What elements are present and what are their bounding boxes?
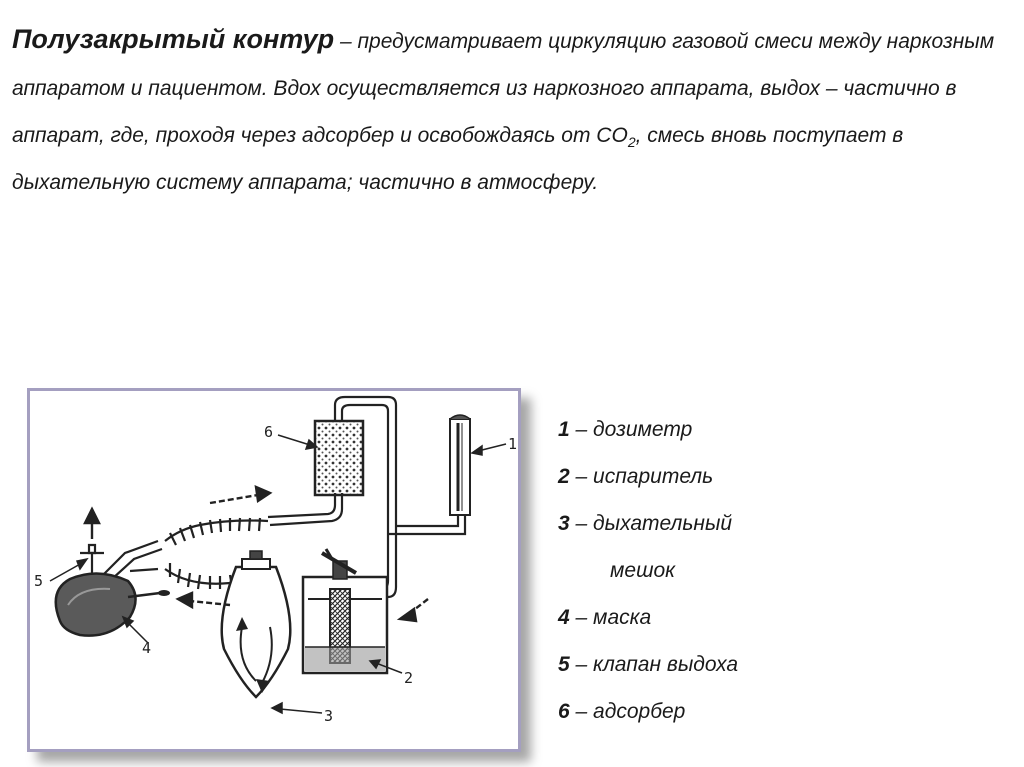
- intro-text-part-1: – предусматривает циркуляцию газовой смеси между наркозным аппаратом и пациентом. Вдох осуществляется из наркозного аппарата, выдох – частично в аппарат, где, проходя через адсорбер и освобождаясь от CO: [12, 30, 995, 147]
- diagram-label-3: 3: [324, 707, 334, 725]
- leader-6: [278, 435, 310, 445]
- adsorber-outlet-tube: [270, 493, 342, 525]
- leader-3: [280, 709, 322, 713]
- legend-item-mask: 4 – маска: [558, 606, 652, 629]
- y-piece-inner: [112, 549, 162, 579]
- exhalation-valve-stem: [89, 545, 95, 553]
- diagram-label-6: 6: [264, 423, 274, 441]
- anesthesia-circuit-diagram: [30, 391, 518, 749]
- mask: [56, 573, 170, 635]
- dosimeter-line-inner: [388, 515, 465, 534]
- exhaust-arrow: [85, 509, 99, 539]
- diagram-label-5: 5: [34, 572, 44, 590]
- adsorber-outlet-tube-inner: [268, 493, 335, 517]
- legend-item-vaporizer: 2 – испаритель: [558, 465, 714, 488]
- anesthesia-circuit-figure: [27, 388, 521, 752]
- legend-item-exhalation-valve: 5 – клапан выдоха: [558, 653, 739, 676]
- legend-item-breathing-bag-continuation: мешок: [610, 559, 676, 582]
- dosimeter-line: [396, 515, 458, 526]
- intro-paragraph: [12, 16, 1012, 206]
- diagram-label-4: 4: [142, 639, 152, 657]
- flow-arrow-bottom: [178, 593, 230, 607]
- breathing-bag: [222, 551, 291, 697]
- legend-item-adsorber: 6 – адсорбер: [558, 700, 686, 723]
- vaporizer: [303, 549, 387, 673]
- intro-text-part-2: , смесь вновь поступает в дыхательную систему аппарата; частично в атмосферу.: [12, 124, 904, 194]
- legend-item-dosimeter: 1 – дозиметр: [558, 418, 693, 441]
- flow-arrow-top: [210, 487, 270, 503]
- intro-subscript: 2: [627, 134, 636, 151]
- diagram-label-1: 1: [508, 435, 518, 453]
- flow-arrow-right: [400, 599, 428, 621]
- dosimeter: [450, 415, 470, 515]
- adsorber: [315, 421, 363, 495]
- y-piece: [102, 541, 158, 576]
- legend-item-breathing-bag: 3 – дыхательный: [558, 512, 733, 535]
- diagram-label-2: 2: [404, 669, 414, 687]
- intro-title: Полузакрытый контур: [12, 24, 335, 54]
